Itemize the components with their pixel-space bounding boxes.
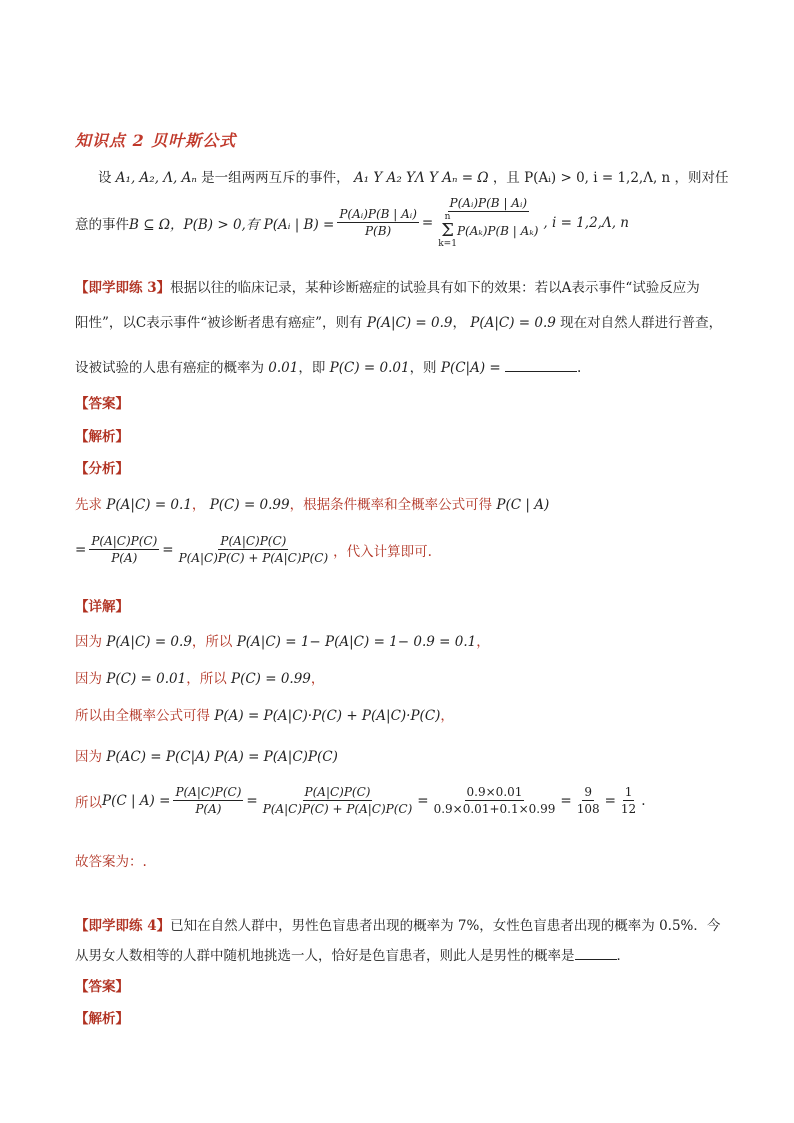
bayes-fraction-2 [436,196,540,249]
analysis-label: 【解析】 [75,429,129,445]
formula: P(A|C) = 0.9 [366,315,453,331]
text: 是一组两两互斥的事件， [201,170,350,186]
text: ，代入计算即可. [333,543,432,560]
bayes-lhs: ,有 P(Aᵢ | B) = [241,216,335,233]
union-formula: A₁ Y A₂ YΛ Y Aₙ = Ω [353,170,489,186]
analysis-label-4: 【解析】 [75,1011,129,1027]
text: 根据以往的临床记录，某种诊断癌症的试验具有如下的效果：若以A表示事件“试验反应为 [170,280,700,296]
text: 意的事件 [75,216,129,233]
answer-blank [505,359,577,372]
exercise4-line2: 从男女人数相等的人群中随机地挑选一人，恰好是色盲患者，则此人是男性的概率是 ． [75,948,630,964]
detail-line5: 所以 P(C | A) = $\frac{P(A|C)P(C)}{P(A)}$ = $\frac{P(A|C)P(C)}{P(A|C)P(C) + P(A|C)P(C)}$ = $\frac{0.9\times 0.01}{0.9\times 0.01+0.1\times 0.99}$ = $\frac{9}{108}$ = $\frac{1}{12}$ . [75,785,646,816]
detail-line3: 所以由全概率公式可得 P(A) = P(A|C)·P(C) + P(A|C)·P(C)， [75,708,454,724]
answer-label: 【答案】 [75,396,129,412]
formula-complement: P(A|C) = 0.9 [470,315,556,331]
sum-symbol: n Σ k=1 [438,212,457,249]
section-title: 知识点 2 贝叶斯公式 [75,131,237,150]
exercise4-line1: 【即学即练 4】已知在自然人群中，男性色盲患者出现的概率为 7%，女性色盲患者出现的概率为 0.5%．今 [75,918,721,934]
bayes-intro-line1 [98,166,729,186]
exercise-tag: 【即学即练 4】 [75,918,171,934]
event-list: A₁, A₂, Λ, Aₙ [115,170,197,186]
detail-line1: 因为 P(A|C) = 0.9，所以 P(A|C) = 1− P(A|C) = 1− 0.9 = 0.1， [75,634,490,650]
detail-label: 【详解】 [75,599,129,615]
answer-label-4: 【答案】 [75,979,129,995]
bayes-fraction-1 [337,207,419,238]
fenxi-equation: = $\frac{P(A|C)P(C)}{P(A)}$ = $\frac{P(A|C)P(C)}{P(A|C)P(C) + P(A|C)P(C)}$ ，代入计算即可. [75,534,432,565]
text: 设 [98,170,112,186]
numerator: P(Aᵢ)P(B | Aᵢ) [339,207,417,221]
answer-blank [575,947,617,960]
sum-lower: k=1 [438,239,457,249]
exercise-tag: 【即学即练 3】 [75,280,171,296]
index-range: , i = 1,2,Λ, n [543,214,629,231]
detail-line4: 因为 P(AC) = P(C|A) P(A) = P(A|C)P(C) [75,749,338,765]
denominator: P(Aₖ)P(B | Aₖ) [456,224,539,238]
exercise3-line3: 设被试验的人患有癌症的概率为 0.01，即 P(C) = 0.01，则 P(C|A) = . [75,360,582,376]
bayes-formula-line: 意的事件 B ⊆ Ω，P(B) > 0 ,有 P(Aᵢ | B) = $\frac{\text{P(Aᵢ)P(B | Aᵢ)}}{P(B)}$ = P(Aᵢ)P(B | Aᵢ) n Σ k=1 P(Aₖ)P(B | Aₖ) , i = 1,2,Λ, n [75,196,629,249]
event-b-condition: B ⊆ Ω，P(B) > 0 [129,216,242,233]
fraction: $\frac{P(A|C)P(C)}{P(A|C)P(C) + P(A|C)P(C)}$ [178,534,329,565]
fenxi-line: 先求 P(A|C) = 0.1， P(C) = 0.99，根据条件概率和全概率公式可得 P(C | A) [75,497,550,513]
exercise3-line2: 阳性”，以C表示事件“被诊断者患有癌症”，则有 P(A|C) = 0.9， P(A|C) = 0.9 现在对自然人群进行普查， [75,315,723,331]
sum-upper: n [444,212,451,222]
text: ，且 P(Aᵢ) > 0, i = 1,2,Λ, n ，则对任 [492,170,729,186]
numerator: P(Aᵢ)P(B | Aᵢ) [449,196,528,210]
exercise3-line1 [75,276,700,296]
final-answer-line: 故答案为：. [75,854,147,870]
fenxi-label: 【分析】 [75,461,129,477]
denominator: P(B) [364,224,392,238]
detail-line2: 因为 P(C) = 0.01，所以 P(C) = 0.99， [75,671,325,687]
fraction: $\frac{P(A|C)P(C)}{P(A)}$ [91,534,158,565]
